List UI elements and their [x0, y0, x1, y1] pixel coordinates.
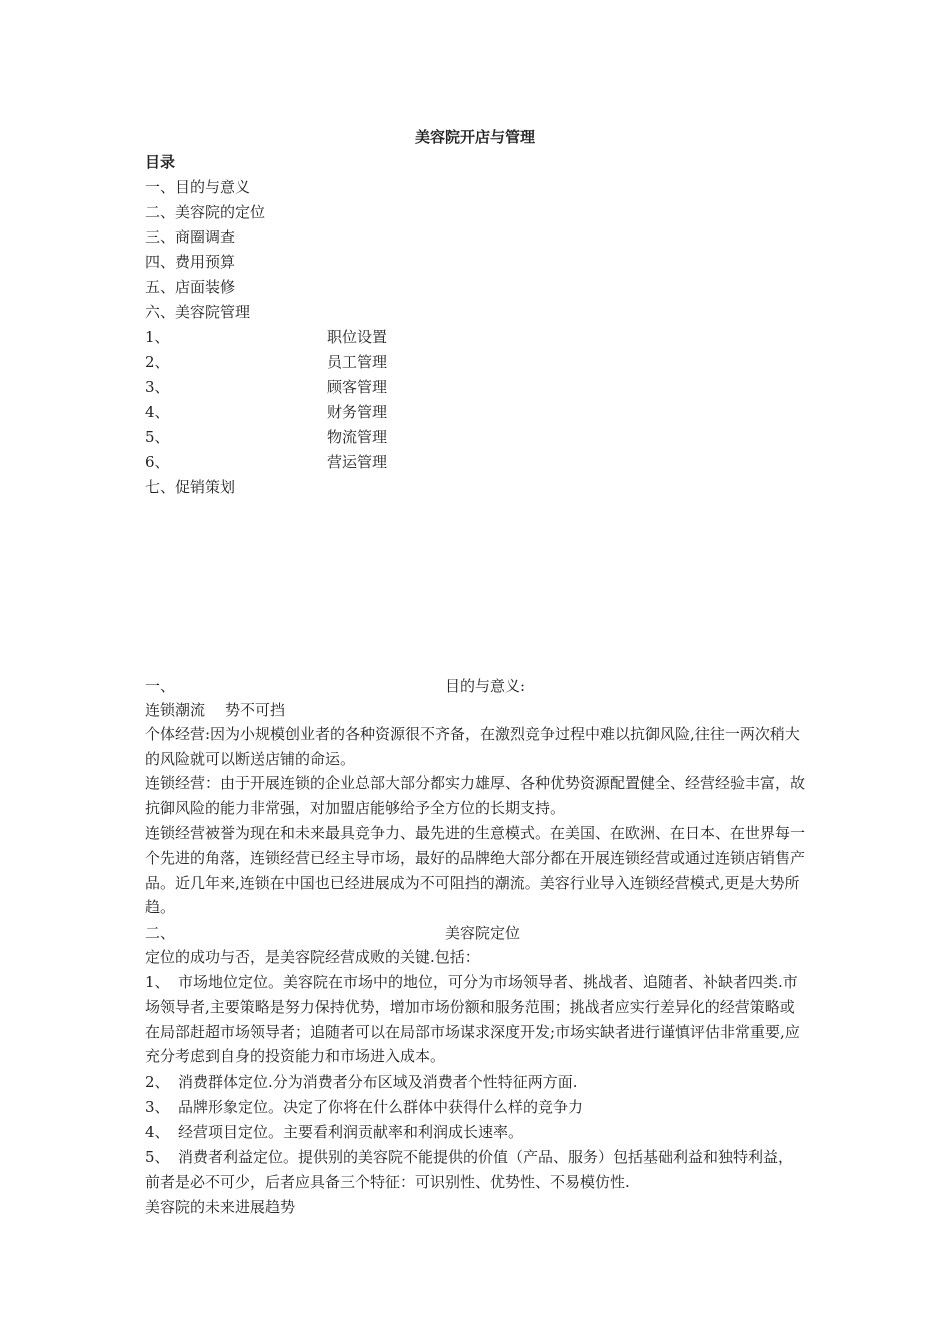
- list-number: 2、: [145, 1073, 170, 1091]
- toc-subitem-number: 5、: [145, 428, 170, 446]
- subheading: [145, 699, 285, 721]
- toc-heading: 目录: [145, 153, 176, 171]
- list-text: 经营项目定位。主要看利润贡献率和利润成长速率。: [178, 1123, 524, 1141]
- toc-subitem: [145, 426, 387, 448]
- toc-item: 四、费用预算: [145, 253, 236, 271]
- toc-item: 三、商圈调查: [145, 228, 236, 246]
- toc-item: 一、目的与意义: [145, 178, 251, 196]
- toc-subitem-number: 2、: [145, 353, 170, 371]
- section-number: 一、: [145, 677, 176, 695]
- toc-subitem-number: 6、: [145, 453, 170, 471]
- toc-subitem-label: 财务管理: [327, 403, 388, 421]
- paragraph: 个体经营:因为小规模创业者的各种资源很不齐备，在激烈竞争过程中难以抗御风险,往往一两次稍大的风险就可以断送店铺的命运。: [145, 725, 800, 768]
- list-number: 3、: [145, 1098, 170, 1116]
- list-item: [145, 1120, 805, 1145]
- toc-subitem-number: 4、: [145, 403, 170, 421]
- subheading-part: 连锁潮流: [145, 701, 206, 719]
- section-title: 目的与意义:: [445, 677, 526, 695]
- list-item: [145, 970, 805, 1069]
- toc-subitem-label: 职位设置: [327, 328, 388, 346]
- toc-item: 五、店面装修: [145, 278, 236, 296]
- paragraph: 美容院的未来进展趋势: [145, 1198, 296, 1216]
- section-heading: [145, 922, 521, 944]
- section-number: 二、: [145, 924, 176, 942]
- list-text: 品牌形象定位。决定了你将在什么群体中获得什么样的竞争力: [178, 1098, 584, 1116]
- toc-subitem: [145, 401, 387, 423]
- list-text: 消费群体定位.分为消费者分布区域及消费者个性特征两方面.: [178, 1073, 578, 1091]
- subheading-part: 势不可挡: [225, 701, 286, 719]
- toc-subitem-number: 1、: [145, 328, 170, 346]
- toc-subitem-label: 员工管理: [327, 353, 388, 371]
- list-text: 市场地位定位。美容院在市场中的地位，可分为市场领导者、挑战者、追随者、补缺者四类.市场领导者,主要策略是努力保持优势，增加市场份额和服务范围；挑战者应实行差异化的经营策略或在局部赶超市场领导者；追随者可以在局部市场谋求深度开发;市场实缺者进行谨慎评估非常重要,应充分考虑到自身的投资能力和市场进入成本。: [145, 973, 800, 1066]
- list-number: 5、: [145, 1148, 170, 1166]
- list-item: [145, 1145, 805, 1195]
- toc-item: 七、促销策划: [145, 478, 236, 496]
- list-text: 消费者利益定位。提供别的美容院不能提供的价值（产品、服务）包括基础利益和独特利益，前者是必不可少，后者应具备三个特征：可识别性、优势性、不易模仿性.: [145, 1148, 794, 1191]
- toc-subitem: [145, 376, 387, 398]
- list-number: 4、: [145, 1123, 170, 1141]
- toc-subitem: [145, 451, 387, 473]
- list-item: [145, 1095, 805, 1120]
- toc-subitem-label: 营运管理: [327, 453, 388, 471]
- paragraph: 定位的成功与否，是美容院经营成败的关键.包括：: [145, 948, 480, 966]
- paragraph: 连锁经营被誉为现在和未来最具竞争力、最先进的生意模式。在美国、在欧洲、在日本、在世界每一个先进的角落，连锁经营已经主导市场，最好的品牌绝大部分都在开展连锁经营或通过连锁店销售产品。近几年来,连锁在中国也已经进展成为不可阻挡的潮流。美容行业导入连锁经营模式,更是大势所趋。: [145, 824, 806, 917]
- paragraph: 连锁经营：由于开展连锁的企业总部大部分都实力雄厚、各种优势资源配置健全、经营经验丰富，故抗御风险的能力非常强，对加盟店能够给予全方位的长期支持。: [145, 774, 806, 817]
- list-number: 1、: [145, 973, 170, 991]
- toc-subitem: [145, 351, 387, 373]
- toc-subitem-number: 3、: [145, 378, 170, 396]
- list-item: [145, 1070, 805, 1095]
- toc-subitem-label: 顾客管理: [327, 378, 388, 396]
- section-title: 美容院定位: [445, 924, 521, 942]
- document-title: 美容院开店与管理: [414, 128, 535, 146]
- toc-subitem: [145, 326, 387, 348]
- toc-item: 六、美容院管理: [145, 303, 251, 321]
- section-heading: [145, 675, 526, 697]
- toc-subitem-label: 物流管理: [327, 428, 388, 446]
- toc-item: 二、美容院的定位: [145, 203, 266, 221]
